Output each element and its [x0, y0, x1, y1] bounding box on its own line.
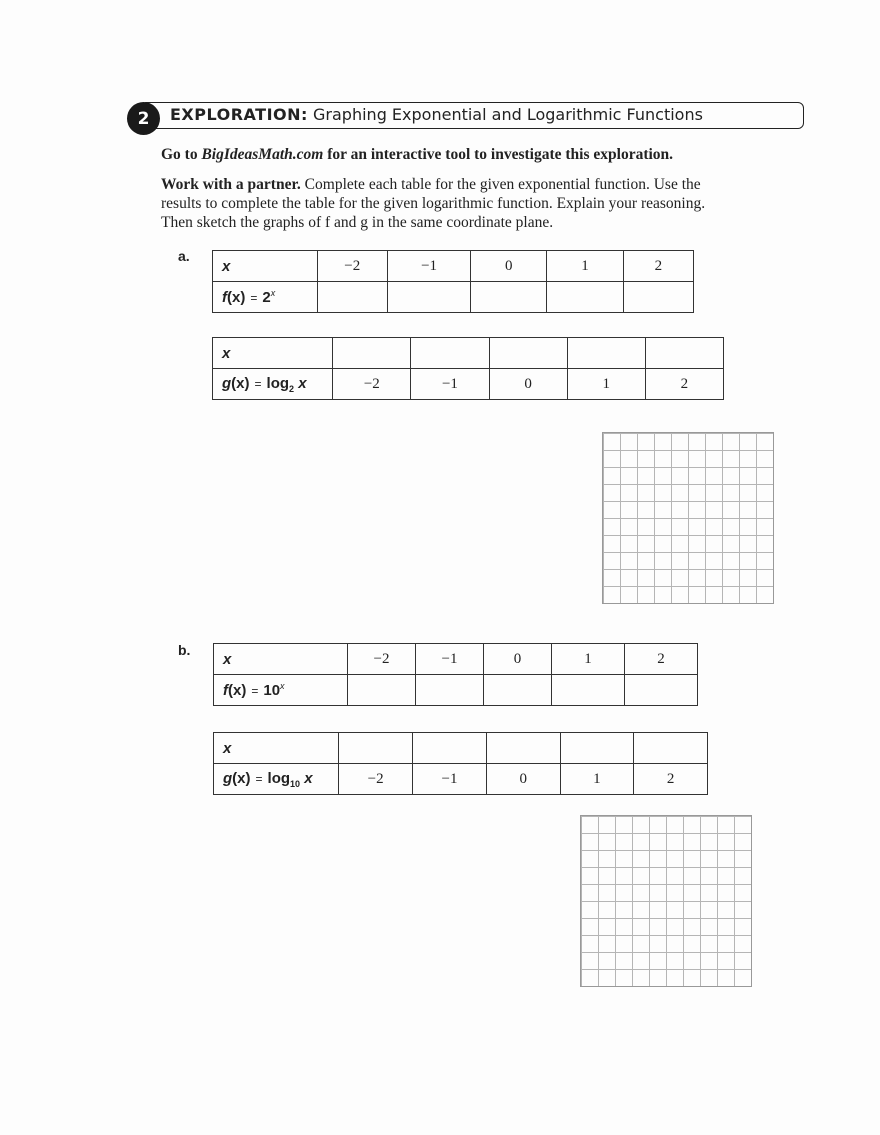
f-answer-cell[interactable]	[552, 675, 625, 706]
g-label-cell: $g(x) = \log_2 x$	[213, 369, 333, 400]
part-b-coordinate-grid[interactable]	[580, 815, 752, 987]
x-answer-cell[interactable]	[333, 338, 411, 369]
goto-suffix: for an interactive tool to investigate this exploration.	[323, 146, 674, 163]
x-value-cell: −2	[317, 251, 387, 282]
f-answer-cell[interactable]	[348, 675, 416, 706]
g-value-cell: 1	[560, 764, 634, 795]
g-value-cell: −2	[339, 764, 413, 795]
part-a-g-table	[212, 337, 724, 400]
instructions-line-3: Then sketch the graphs of f and g in the same coordinate plane.	[161, 214, 554, 231]
x-header-cell: x	[213, 251, 318, 282]
instructions-line-1-rest: Complete each table for the given exponential function. Use the	[300, 176, 701, 193]
x-value-cell: 1	[547, 251, 623, 282]
x-value-cell: 0	[471, 251, 547, 282]
exploration-title	[170, 105, 703, 124]
table-row	[214, 764, 708, 795]
x-value-cell: −2	[348, 644, 416, 675]
f-answer-cell[interactable]	[625, 675, 698, 706]
x-value-cell: 2	[623, 251, 693, 282]
table-row	[213, 282, 694, 313]
f-label-cell: $f(x) = 10^x$	[214, 675, 348, 706]
f-answer-cell[interactable]	[547, 282, 623, 313]
g-value-cell: 0	[486, 764, 560, 795]
f-label-cell: $f(x) = 2^x$	[213, 282, 318, 313]
instructions-line-1	[161, 176, 701, 194]
part-b-f-table	[213, 643, 698, 706]
f-answer-cell[interactable]	[623, 282, 693, 313]
exploration-number-badge: 2	[127, 102, 160, 135]
x-value-cell: −1	[416, 644, 484, 675]
part-a-label: a.	[178, 248, 190, 264]
g-value-cell: 0	[489, 369, 567, 400]
table-row	[214, 733, 708, 764]
part-a-coordinate-grid[interactable]	[602, 432, 774, 604]
g-value-cell: −1	[411, 369, 489, 400]
g-value-cell: 1	[567, 369, 645, 400]
table-row	[213, 338, 724, 369]
goto-line	[161, 146, 673, 164]
f-answer-cell[interactable]	[317, 282, 387, 313]
f-answer-cell[interactable]	[416, 675, 484, 706]
instructions-line-2: results to complete the table for the given logarithmic function. Explain your reasoning.	[161, 195, 706, 212]
x-header-cell: x	[214, 644, 348, 675]
part-b-label: b.	[178, 642, 191, 658]
g-label-cell: $g(x) = \log_{10} x$	[214, 764, 339, 795]
x-answer-cell[interactable]	[413, 733, 487, 764]
g-value-cell: 2	[634, 764, 708, 795]
x-answer-cell[interactable]	[489, 338, 567, 369]
x-answer-cell[interactable]	[486, 733, 560, 764]
table-row	[213, 251, 694, 282]
part-a-f-table	[212, 250, 694, 313]
x-header-cell: x	[213, 338, 333, 369]
part-b-g-table	[213, 732, 708, 795]
x-value-cell: −1	[387, 251, 470, 282]
exploration-title-rest: Graphing Exponential and Logarithmic Functions	[307, 105, 703, 124]
g-value-cell: −1	[413, 764, 487, 795]
x-header-cell: x	[214, 733, 339, 764]
x-value-cell: 1	[552, 644, 625, 675]
f-answer-cell[interactable]	[387, 282, 470, 313]
x-answer-cell[interactable]	[567, 338, 645, 369]
f-answer-cell[interactable]	[484, 675, 552, 706]
instructions-lead: Work with a partner.	[161, 176, 301, 193]
x-answer-cell[interactable]	[645, 338, 723, 369]
exploration-title-bold: EXPLORATION:	[170, 105, 308, 124]
table-row	[214, 675, 698, 706]
site-link[interactable]: BigIdeasMath.com	[201, 146, 324, 163]
x-value-cell: 0	[484, 644, 552, 675]
x-answer-cell[interactable]	[339, 733, 413, 764]
g-value-cell: 2	[645, 369, 723, 400]
x-answer-cell[interactable]	[411, 338, 489, 369]
table-row	[214, 644, 698, 675]
x-answer-cell[interactable]	[634, 733, 708, 764]
f-answer-cell[interactable]	[471, 282, 547, 313]
g-value-cell: −2	[333, 369, 411, 400]
x-value-cell: 2	[625, 644, 698, 675]
goto-prefix: Go to	[161, 146, 202, 163]
x-answer-cell[interactable]	[560, 733, 634, 764]
table-row	[213, 369, 724, 400]
